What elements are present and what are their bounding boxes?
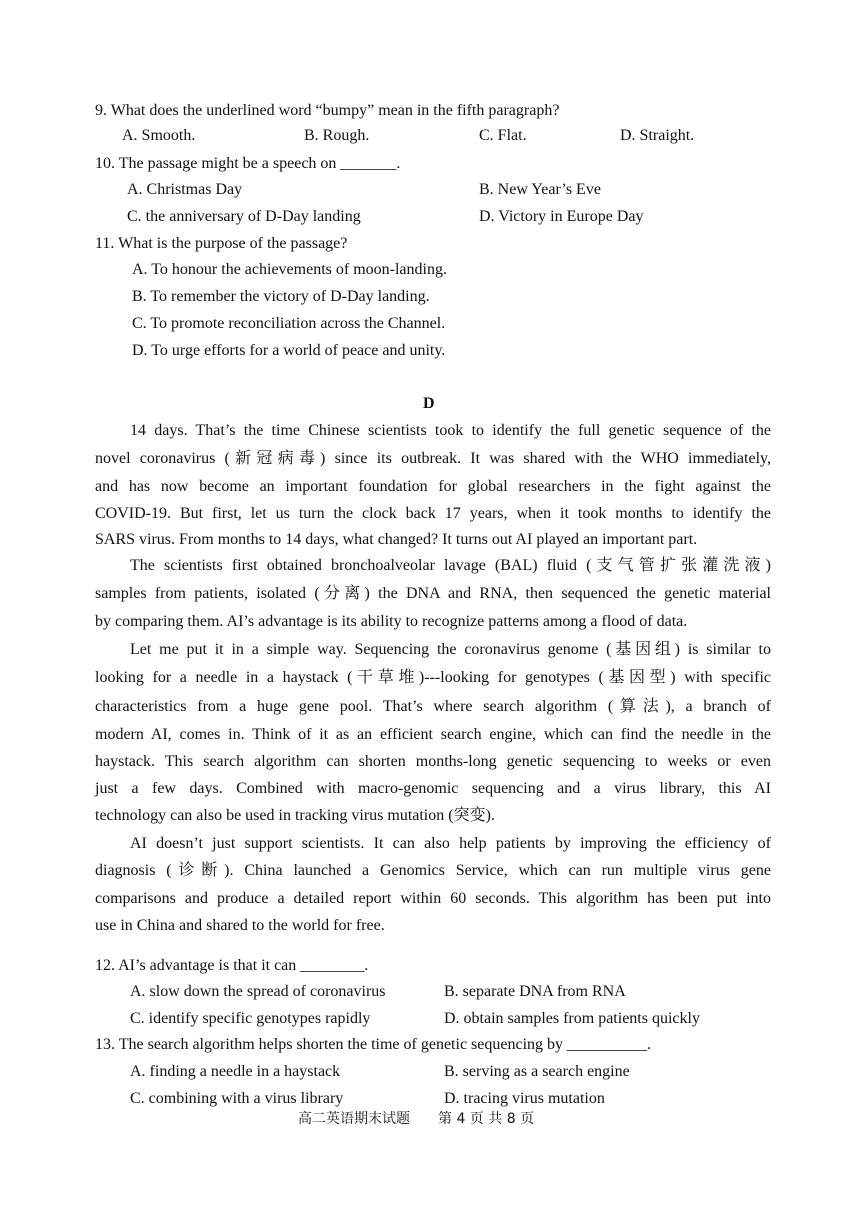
passage-line: modern AI, comes in. Think of it as an efficient search engine, which can find the needle in the: [95, 726, 771, 743]
q10-option-c: C. the anniversary of D-Day landing: [127, 208, 361, 225]
q11-option-d: D. To urge efforts for a world of peace and unity.: [132, 342, 446, 359]
q13-option-c: C. combining with a virus library: [130, 1090, 344, 1107]
passage-line: by comparing them. AI’s advantage is its ability to recognize patterns among a flood of data.: [95, 613, 688, 630]
q11-option-b: B. To remember the victory of D-Day landing.: [132, 288, 430, 305]
passage-line: haystack. This search algorithm can shorten months-long genetic sequencing to weeks or even: [95, 753, 771, 770]
q13-option-b: B. serving as a search engine: [444, 1063, 630, 1080]
q10-option-b: B. New Year’s Eve: [479, 181, 601, 198]
passage-line: AI doesn’t just support scientists. It can also help patients by improving the efficiency of: [130, 835, 771, 852]
q12-option-d: D. obtain samples from patients quickly: [444, 1010, 700, 1027]
q13-option-d: D. tracing virus mutation: [444, 1090, 605, 1107]
q9-option-c: C. Flat.: [479, 127, 527, 144]
q13-stem: 13. The search algorithm helps shorten the time of genetic sequencing by __________.: [95, 1036, 652, 1053]
q11-option-c: C. To promote reconciliation across the Channel.: [132, 315, 446, 332]
q9-option-a: A. Smooth.: [122, 127, 196, 144]
page-footer: 高二英语期末试题 第 4 页 共 8 页: [298, 1111, 535, 1127]
passage-line: just a few days. Combined with macro-genomic sequencing and a virus library, this AI: [95, 780, 771, 797]
passage-line: looking for a needle in a haystack (干草堆)---looking for genotypes (基因型) with specific: [95, 669, 771, 686]
passage-line: diagnosis (诊断). China launched a Genomics Service, which can run multiple virus gene: [95, 862, 771, 879]
passage-line: 14 days. That’s the time Chinese scientists took to identify the full genetic sequence of the: [130, 422, 771, 439]
passage-line: novel coronavirus (新冠病毒) since its outbreak. It was shared with the WHO immediately,: [95, 450, 771, 467]
q9-stem: 9. What does the underlined word “bumpy” mean in the fifth paragraph?: [95, 102, 560, 119]
q12-stem: 12. AI’s advantage is that it can ________.: [95, 957, 369, 974]
q12-option-c: C. identify specific genotypes rapidly: [130, 1010, 371, 1027]
q10-stem: 10. The passage might be a speech on _______.: [95, 155, 401, 172]
q11-stem: 11. What is the purpose of the passage?: [95, 235, 348, 252]
passage-line: comparisons and produce a detailed report within 60 seconds. This algorithm has been put into: [95, 890, 771, 907]
passage-line: Let me put it in a simple way. Sequencing the coronavirus genome (基因组) is similar to: [130, 641, 771, 658]
passage-line: use in China and shared to the world for free.: [95, 917, 385, 934]
passage-line: The scientists first obtained bronchoalveolar lavage (BAL) fluid (支气管扩张灌洗液): [130, 557, 771, 574]
passage-line: samples from patients, isolated (分离) the DNA and RNA, then sequenced the genetic material: [95, 585, 771, 602]
q10-option-a: A. Christmas Day: [127, 181, 243, 198]
section-heading: D: [423, 395, 435, 412]
q11-option-a: A. To honour the achievements of moon-landing.: [132, 261, 447, 278]
q9-option-b: B. Rough.: [304, 127, 370, 144]
passage-line: characteristics from a huge gene pool. That’s where search algorithm (算法), a branch of: [95, 698, 771, 715]
passage-line: and has now become an important foundation for global researchers in the fight against the: [95, 478, 771, 495]
q13-option-a: A. finding a needle in a haystack: [130, 1063, 341, 1080]
passage-line: SARS virus. From months to 14 days, what changed? It turns out AI played an important part.: [95, 531, 698, 548]
q12-option-b: B. separate DNA from RNA: [444, 983, 626, 1000]
q12-option-a: A. slow down the spread of coronavirus: [130, 983, 386, 1000]
passage-line: COVID-19. But first, let us turn the clock back 17 years, when it took months to identify the: [95, 505, 771, 522]
passage-line: technology can also be used in tracking virus mutation (突变).: [95, 807, 495, 824]
q10-option-d: D. Victory in Europe Day: [479, 208, 644, 225]
q9-option-d: D. Straight.: [620, 127, 695, 144]
